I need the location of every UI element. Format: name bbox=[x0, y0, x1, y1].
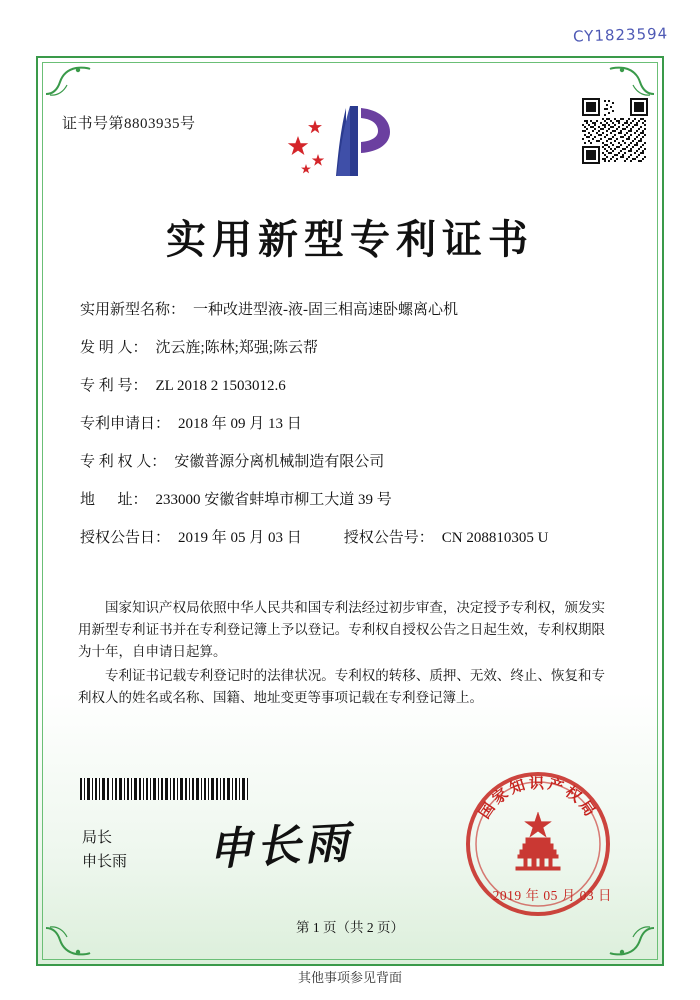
barcode-icon bbox=[80, 778, 248, 800]
svg-text:国家知识产权局: 国家知识产权局 bbox=[475, 774, 601, 822]
paragraph: 专利证书记载专利登记时的法律状况。专利权的转移、质押、无效、终止、恢复和专利权人的姓名或名称、国籍、地址变更等事项记载在专利登记簿上。 bbox=[78, 668, 605, 705]
certificate-number: 证书号第8803935号 bbox=[62, 116, 196, 132]
field-value: 一种改进型液-液-固三相高速卧螺离心机 bbox=[193, 302, 459, 318]
qr-code-icon bbox=[582, 98, 648, 164]
field-row bbox=[80, 412, 600, 433]
field-value: 2018 年 09 月 13 日 bbox=[178, 416, 302, 432]
paragraph: 国家知识产权局依照中华人民共和国专利法经过初步审查，决定授予专利权，颁发实用新型专利证书并在专利登记簿上予以登记。专利权自授权公告之日起生效，专利权期限为十年，自申请日起算。 bbox=[78, 600, 605, 659]
field-row bbox=[80, 374, 600, 395]
grant-date-label: 授权公告日： bbox=[80, 530, 171, 546]
field-label: 发 明 人： bbox=[80, 340, 148, 356]
field-label: 地 址： bbox=[80, 492, 148, 508]
footer-note: 其他事项参见背面 bbox=[297, 970, 402, 985]
grant-number-value: CN 208810305 U bbox=[441, 530, 549, 546]
field-value: ZL 2018 2 1503012.6 bbox=[155, 378, 286, 394]
field-label: 专 利 号： bbox=[80, 378, 148, 394]
grant-number-label: 授权公告号： bbox=[343, 530, 434, 546]
page-count-label: 第 1 页（共 2 页） bbox=[296, 920, 404, 935]
field-row bbox=[80, 336, 600, 357]
field-label: 专利申请日： bbox=[80, 416, 171, 432]
page-title: 实用新型专利证书 bbox=[166, 217, 534, 263]
field-row bbox=[80, 450, 600, 471]
cnipa-logo-icon bbox=[282, 98, 418, 180]
legal-text bbox=[78, 597, 605, 711]
field-label: 专 利 权 人： bbox=[80, 454, 167, 470]
director-name-label: 申长雨 bbox=[82, 854, 128, 870]
handwritten-signature: 申长雨 bbox=[206, 817, 354, 876]
grant-date-value: 2019 年 05 月 03 日 bbox=[178, 530, 302, 546]
director-title-label: 局长 bbox=[82, 830, 113, 846]
field-row bbox=[80, 488, 600, 509]
grant-row bbox=[80, 526, 600, 547]
field-value: 沈云旌;陈林;郑强;陈云帮 bbox=[155, 340, 319, 356]
field-list bbox=[80, 298, 600, 564]
corner-ornament-icon bbox=[608, 64, 656, 98]
signature-block bbox=[82, 826, 127, 874]
field-label: 实用新型名称： bbox=[80, 302, 186, 318]
corner-ornament-icon bbox=[44, 64, 92, 98]
field-value: 安徽普源分离机械制造有限公司 bbox=[174, 454, 385, 470]
handwritten-annotation: CY1823594 bbox=[572, 24, 669, 46]
field-value: 233000 安徽省蚌埠市柳工大道 39 号 bbox=[155, 492, 392, 508]
seal-date: 2019 年 05 月 03 日 bbox=[492, 888, 612, 903]
field-row bbox=[80, 298, 600, 319]
